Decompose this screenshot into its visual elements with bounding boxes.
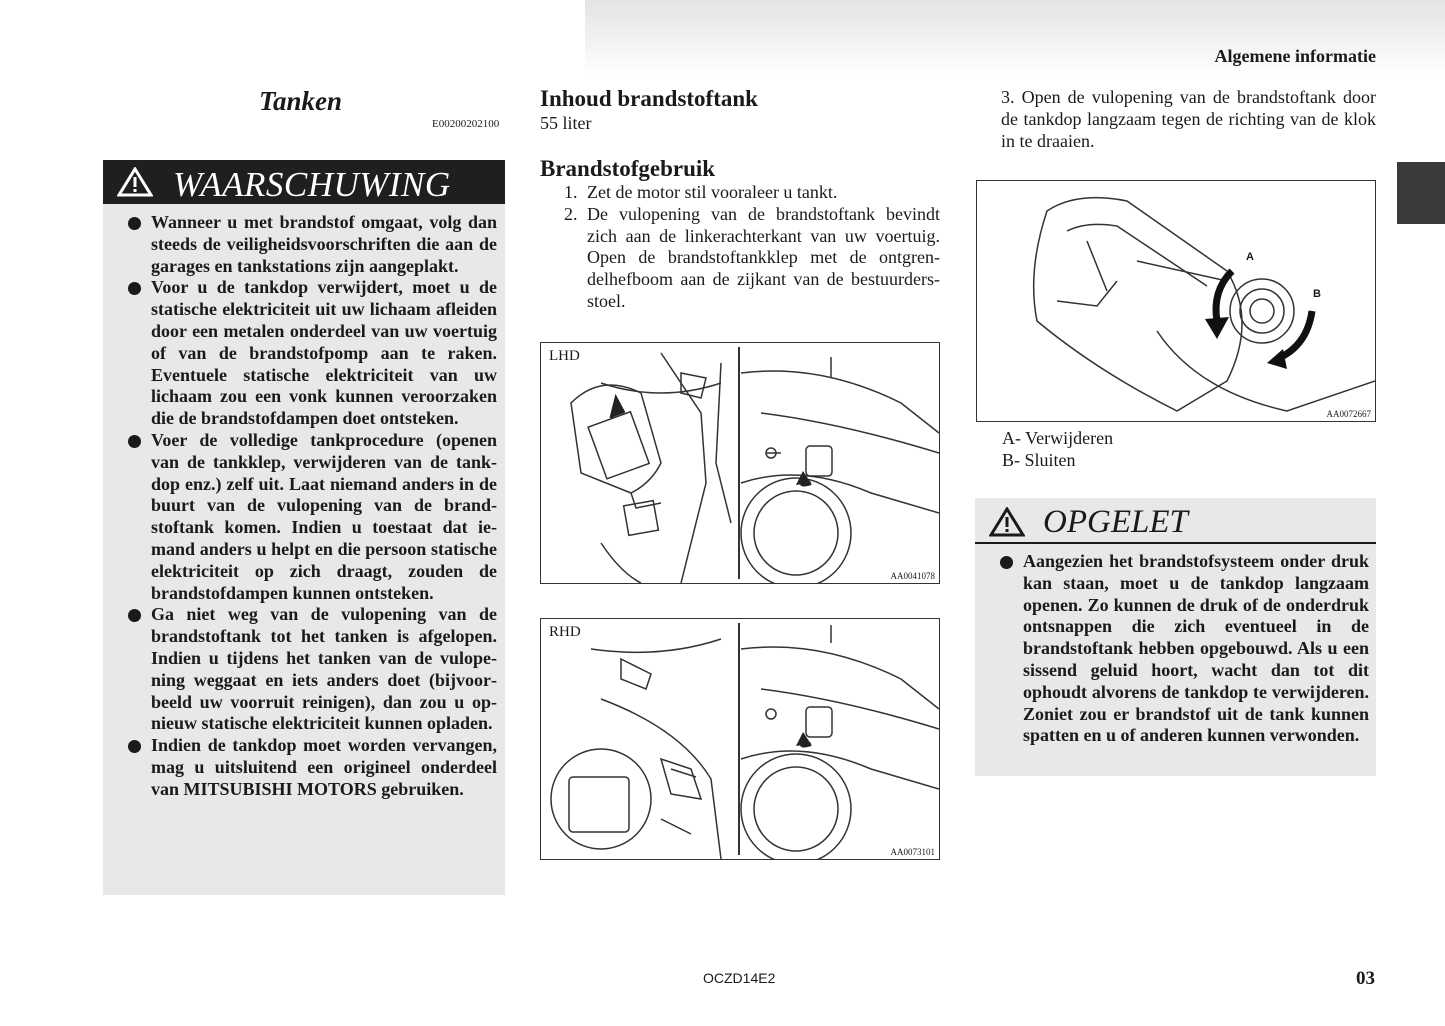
fuel-cap-illustration (977, 181, 1375, 421)
caution-header (975, 498, 1376, 544)
capacity-heading: Inhoud brandstoftank (540, 86, 758, 111)
figure-rhd (540, 618, 940, 860)
page-number: 03 (1356, 968, 1375, 989)
caution-label: OPGELET (1043, 504, 1188, 540)
step-item (540, 182, 940, 204)
caution-list (975, 551, 1376, 747)
warning-item: Indien de tankdop moet worden vervangen, mag u uitsluitend een origineel onderdeel van MITSUBISHI MOTORS gebruiken. (103, 735, 505, 800)
figure-lhd (540, 342, 940, 584)
warning-list (103, 212, 505, 801)
thumb-index-tab (1397, 162, 1445, 224)
step-number: 2. (564, 203, 578, 224)
warning-header (103, 160, 505, 204)
section-title: Algemene informatie (1214, 46, 1376, 66)
usage-heading: Brandstofgebruik (540, 156, 716, 181)
figure-id: AA0041078 (890, 571, 935, 581)
legend-item: B- Sluiten (1002, 450, 1076, 470)
warning-item: Wanneer u met brandstof omgaat, volg dan steeds de veiligheidsvoorschriften die aan de garages en tankstations zijn aangeplakt. (103, 212, 505, 277)
warning-item: Voor u de tankdop verwijdert, moet u de statische elektriciteit uit uw lichaam afleiden door een metalen onderdeel van uw voertuig of van de brandstofpomp aan te raken. Eventuele statische elektriciteit van uw lichaam zou een vonk kunnen veroorzaken die de brandstofdampen doet ontsteken. (103, 277, 505, 430)
figure-id: AA0073101 (890, 847, 935, 857)
figure-id: AA0072667 (1326, 409, 1371, 419)
fuel-lid-lever-illustration (541, 343, 939, 583)
warning-item: Voer de volledige tankprocedure (openen van de tankklep, verwijderen van de tankdop enz.) zelf uit. Laat niemand anders in de buurt van de vulopening van de brandstoftank komen. Indien u toestaat dat iemand anders u helpt en die persoon statische elektriciteit op zich draagt, zouden de brandstofdampen kunnen ontsteken. (103, 430, 505, 604)
step-number: 3. (1001, 87, 1015, 107)
step-3 (1001, 87, 1376, 152)
step-text: Zet de motor stil vooraleer u tankt. (587, 182, 838, 202)
step-number: 1. (564, 182, 578, 202)
capacity-value: 55 liter (540, 113, 592, 133)
warning-triangle-icon (989, 507, 1025, 537)
caution-box (975, 498, 1376, 776)
figure-fuel-cap (976, 180, 1376, 422)
page-title: Tanken (259, 86, 343, 116)
figure-tag: LHD (549, 348, 580, 364)
warning-box (103, 160, 505, 895)
usage-steps (540, 182, 940, 313)
warning-label: WAARSCHUWING (173, 165, 451, 204)
figure-label-b: B (1313, 288, 1321, 300)
warning-item: Ga niet weg van de vulopening van de brandstoftank tot het tanken is afgelopen. Indien u tijdens het tanken van de vulopening weggaat en iets anders doet (bijvoorbeeld uw voorruit reinigen), dan zou u opnieuw statische elektriciteit kunnen opladen. (103, 604, 505, 735)
footer-code: OCZD14E2 (703, 970, 776, 986)
caution-item: Aangezien het brandstofsysteem onder druk kan staan, moet u de tankdop langzaam openen. Zo kunnen de druk of de onderdruk ontsnappen die zich eventueel in de brandstoftank hebben opgebouwd. Als u een sissend geluid hoort, wacht dan tot dit ophoudt alvorens de tankdop te verwijderen. Zoniet zou er brandstof uit de tank kunnen spatten en u of anderen kunnen verwonden. (975, 551, 1376, 747)
warning-triangle-icon (117, 167, 153, 197)
figure-tag: RHD (549, 624, 581, 640)
figure-label-a: A (1246, 251, 1254, 263)
legend-item: A- Verwijderen (1002, 428, 1114, 448)
step-item (540, 204, 940, 313)
doc-code: E00200202100 (432, 118, 500, 130)
step-text: Open de vulopening van de brandstoftank door de tankdop langzaam tegen de richting van de klok in te draaien. (1001, 87, 1377, 151)
step-text: De vulopening van de brandstoftank bevindt zich aan de linkerachterkant van uw voertuig. Open de brandstoftankklep met de ontgrendelhefboom aan de zijkant van de bestuurdersstoel. (587, 203, 940, 311)
fuel-lid-lever-illustration (541, 619, 939, 859)
